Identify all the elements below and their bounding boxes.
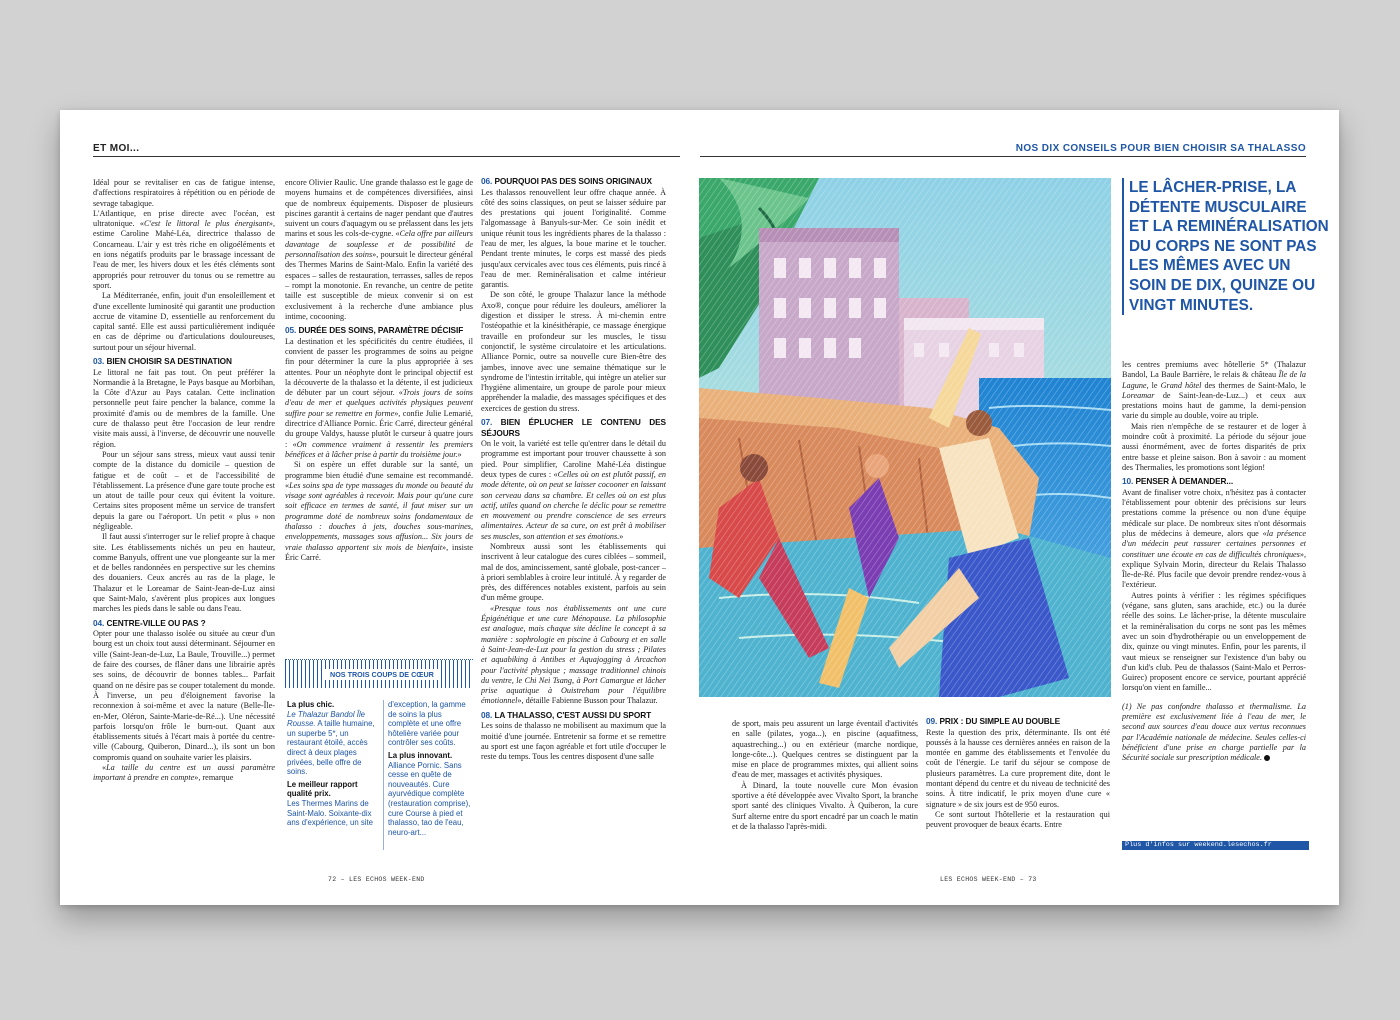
paragraph: L'Atlantique, en prise directe avec l'océan, est ultratonique. «C'est le littoral le plus énergisant», estime Caroline Mahé-Léa, directrice thalasso de Concarneau. L'air y est très riche en oligoéléments et en ions négatifs produits par le brassage incessant de l'eau de mer, les hivers doux et les étés cléments sont appropriés pour retrouver du tonus ou se remettre au sport. [93,208,275,290]
paragraph: La Méditerranée, enfin, jouit d'un ensoleillement et d'une excellente luminosité qui garantit une production accrue de vitamine D, essentielle au renforcement du capital santé. Elle est aussi particulièrement indiquée en cas de déprime ou d'articulations douloureuses, surtout pour un séjour hivernal. [93,291,275,352]
paragraph: les centres premiums avec hôtellerie 5* (Thalazur Bandol, La Baule Barrière, le relais & château Île de la Lagune, le Grand hôtel des thermes de Saint-Malo, le Loreamar de Saint-Jean-de-Luz...) et ceux aux prestations moins haut de gamme, la demi-pension varie du simple au double, voire au triple. [1122,360,1306,421]
paragraph: «La taille du centre est un aussi paramètre important à prendre en compte», remarque [93,763,275,783]
favorite-heading: La plus innovant. [388,750,453,760]
article-column-4 [732,719,918,854]
running-head-right: NOS DIX CONSEILS POUR BIEN CHOISIR SA THALASSO [1015,143,1306,154]
section-heading-09: 09. PRIX : DU SIMPLE AU DOUBLE [926,716,1061,726]
paragraph: Opter pour une thalasso isolée ou située au cœur d'un bourg est un choix tout aussi déterminant. Séjourner en ville (Saint-Jean-de-Luz, La Baule, Trouville...) permet de faire des courses, de flâner dans une librairie après ses soins, de découvrir de bonnes tables... Parfait quand on ne désire pas se couper totalement du monde. À l'inverse, un peu d'éloignement favorise la reconnexion à soi-même et avec la nature (Belle-Île-en-Mer, Oléron, Sainte-Marie-de-Ré...). Une nécessité parfois lorsqu'on frôle le burn-out. Quant aux établissements situés à l'écart mais à portée du centre-ville (Cabourg, Quiberon, Dinard...), ils sont un bon compromis quand on souhaite varier les plaisirs. [93,629,275,762]
footnote: (1) Ne pas confondre thalasso et thermalisme. La première est exclusivement liée à l'eau de mer, le second aux sources d'eau douce aux vertus reconnues par l'Académie nationale de médecine. Seules celles-ci bénéficient d'une prise en charge partielle par la Sécurité sociale sur prescription médicale. [1122,701,1306,763]
page-number-right: LES ECHOS WEEK-END – 73 [940,876,1037,883]
end-mark-icon [1264,755,1270,761]
box-column-2: d'exception, la gamme de soins la plus complète et une offre hôtelière variée pour contrôler ses coûts. La plus innovant. Alliance Pornic. Sans cesse en quête de nouveautés. Cure ayurvédique complète (restauration comprise), cure Course à pied et thalasso, tao de l'eau, neuro-art... [383,700,472,850]
box-title-band [285,660,473,688]
paragraph: Nombreux aussi sont les établissements qui inscrivent à leur catalogue des cures ciblées – sommeil, mal de dos, amincissement, santé globale, post-cancer – à priori semblables à croire leur intitulé. À y regarder de près, des différences notables existent, parfois au sein d'un même groupe. [481,542,666,603]
paragraph: De son côté, le groupe Thalazur lance la méthode Axo®, conçue pour réduire les douleurs, améliorer la digestion et dissiper le stress. À mi-chemin entre l'ostéopathie et la kinésithérapie, ce massage énergique travaille en profondeur sur les muscles, le tissu conjonctif, le système circulatoire et les articulations. Alliance Pornic, outre sa nouvelle cure Bien-être des jambes, innove avec une semaine thématique sur le syndrome de l'intestin irritable, qui intègre un atelier sur l'hygiène alimentaire, un groupe de parole pour mieux appréhender la maladie, des massages spécifiques et des exercices de gestion du stress. [481,290,666,413]
running-head-left: ET MOI... [93,143,140,154]
paragraph: Autres points à vérifier : les régimes spécifiques (végane, sans gluten, sans arachide, etc.) ou la durée réelle des soins. Le lâcher-prise, la détente musculaire et la reminéralisation du corps ne sont pas les mêmes avec un soin d'hydrothérapie ou un enveloppement de dix, quinze ou vingt minutes. Enfin, pour les parents, il vaut mieux se renseigner sur l'existence d'un baby ou d'un kid's club. Peu de thalassos (Saint-Malo et Perros-Guirec) proposent encore ce service, pourtant apprécié lorsqu'on vient en famille... [1122,590,1306,693]
favorite-heading: Le meilleur rapport qualité prix. [287,779,358,799]
paragraph: On le voit, la variété est telle qu'entrer dans le détail du programme est important pour trouver chaussette à son pied. Pour simplifier, Caroline Mahé-Léa distingue deux types de cures : «Celles où on est plutôt passif, en mode détente, où on peut se laisser cocooner en laissant son cerveau dans sa chambre. Et celles où on est plus actif, utiles quand on cherche le déclic pour se remettre en mouvement ou prendre conscience de ses erreurs alimentaires. Acteur de sa cure, on est prêt à mobiliser ses muscles, son attention et ses émotions.» [481,439,666,541]
header-rule-left [93,156,680,157]
illustration-thalasso-yoga [699,178,1111,697]
paragraph: de sport, mais peu assurent un large éventail d'activités en salle (pilates, yoga...), en piscine (aquafitness, aquastreching...) ou en extérieur (marche nordique, longe-côte...). Quelques centres se distinguent par la mise en place de programmes mixtes, qui allient soins d'eau de mer, massages et activités physiques. [732,719,918,780]
paragraph: Si on espère un effet durable sur la santé, un programme bien étudié d'une semaine est recommandé. «Les soins spa de type massages du monde ou beauté du visage sont agréables à recevoir. Mais pour qu'une cure soit efficace en termes de santé, il faut miser sur un programme doté de nombreux soins fondamentaux de thalasso : douches à jets, douches sous-marines, enveloppements, massages sous affusion... Six jours de vraie thalasso apportent six mois de bienfait», insiste Éric Carré. [285,460,473,562]
section-heading-10: 10. PENSER À DEMANDER... [1122,476,1234,487]
favorites-box [285,659,473,852]
section-heading-05: 05. DURÉE DES SOINS, PARAMÈTRE DÉCISIF [285,325,464,336]
paragraph: Les soins de thalasso ne mobilisent au maximum que la moitié d'une journée. Entretenir sa forme et se remettre au sport est une façon agréable et fort utile d'occuper le reste du temps. Tous les centres disposent d'une salle [481,721,666,762]
section-heading-07: 07. BIEN ÉPLUCHER LE CONTENU DES SÉJOURS [481,417,666,438]
section-heading-03: 03. BIEN CHOISIR SA DESTINATION [93,356,232,367]
magazine-spread [60,110,1339,905]
box-title: NOS TROIS COUPS DE CŒUR [325,669,439,680]
paragraph: «Presque tous nos établissements ont une cure Épigénétique et une cure Ménopause. La philosophie est analogue, mais chaque site décline le concept à sa manière : sophrologie en piscine à Cabourg et en salle à Saint-Jean-de-Luz pour la gestion du stress ; Pilates et aquabiking à Antibes et Aquajogging à Arcachon pour l'activité physique ; massage traditionnel chinois du ventre, le Chi Nei Tsang, à Port Camargue et lâcher prise aquatique à Ouistreham pour l'équilibre émotionnel», détaille Fabienne Busson pour Thalazur. [481,603,666,706]
paragraph: encore Olivier Raulic. Une grande thalasso est le gage de moyens humains et de compétences diversifiées, ainsi que de nombreux équipements. Disposer de plusieurs piscines garantit à certains de nager pendant que d'autres suivent un cours d'aquagym ou se prélassent dans les jets marins et sous les cols-de-cygne. «Cela offre par ailleurs davantage de souplesse et de possibilité de personnalisation des soins», poursuit le directeur général des Thermes Marins de Saint-Malo. Enfin la variété des espaces – salles de restauration, terrasses, salles de repos – rompt la monotonie. En revanche, un centre de petite taille est susceptible de mieux convenir si on est exclusivement à la recherche d'une ambiance plus intime, cocooning. [285,178,473,321]
paragraph: Mais rien n'empêche de se restaurer et de loger à moindre coût à proximité. La période du séjour joue aussi énormément, avec de fortes disparités de prix entre basse et pleine saison. Bon à savoir : au moment des Thermalies, les promotions sont légion! [1122,421,1306,472]
article-column-5 [926,716,1110,854]
paragraph: Reste la question des prix, déterminante. Ils ont été poussés à la hausse ces dernières années en raison de la montée en gamme des établissements et l'envolée du coût de l'énergie. Le tarif du séjour se compose de plusieurs paramètres. La cure proprement dite, dont le montant dépend du centre et du niveau de technicité des soins. À titre indicatif, le prix moyen d'une cure « signature » de six jours est de 950 euros. [926,727,1110,809]
paragraph: Idéal pour se revitaliser en cas de fatigue intense, d'affections respiratoires à répétition ou en période de sevrage tabagique. [93,178,275,208]
paragraph: Pour un séjour sans stress, mieux vaut aussi tenir compte de la distance du domicile – question de fatigue et de coût – et de l'accessibilité de l'établissement. La présence d'une gare toute proche est un atout de taille pour ceux qui évitent la voiture. Certains sites proposent même un service de transfert depuis la gare ou l'aéroport. Un petit « plus » non négligeable. [93,449,275,531]
page-number-left: 72 – LES ECHOS WEEK-END [328,876,425,883]
box-column-1: La plus chic. Le Thalazur Bandol Île Rousse. A taille humaine, un superbe 5*, un restaurant étoilé, accès direct à deux plages privées, belle offre de soins. Le meilleur rapport qualité prix. Les Thermes Marins de Saint-Malo. Soixante-dix ans d'expérience, un site [287,700,375,828]
paragraph: Les thalassos renouvellent leur offre chaque année. À côté des soins classiques, on peut se laisser séduire par des prestations qui jouent l'originalité. Comme l'algomassage à Banyuls-sur-Mer. Ce soin inédit et unique réunit tous les ingrédients phares de la thalasso : l'eau de mer, les algues, la boue marine et le toucher. Pendant trente minutes, le corps est massé des pieds jusqu'aux cervicales avec tous ces éléments, puis rincé à l'eau de mer. Reminéralisation et calme intérieur garantis. [481,187,666,290]
favorite-heading: La plus chic. [287,700,335,709]
more-info-link[interactable]: Plus d'infos sur weekend.lesechos.fr [1122,841,1309,850]
section-heading-06: 06. POURQUOI PAS DES SOINS ORIGINAUX [481,176,652,186]
paragraph: À Dinard, la toute nouvelle cure Mon évasion sportive a été développée avec Vivalto Sport, la branche sport santé des cliniques Vivalto. À Quiberon, la cure Surf alterne entre du sport encadré par un coach le matin et de la thalasso l'après-midi. [732,780,918,831]
article-column-2 [285,178,473,656]
paragraph: Il faut aussi s'interroger sur le relief propre à chaque site. Les établissements nichés un peu en hauteur, comme Banyuls, offrent une vue plongeante sur la mer et de belles randonnées en perspective sur les chemins des douaniers. Ceux ancrés au ras de la plage, le Thalazur et le Loreamar de Saint-Jean-de-Luz ainsi que Saint-Malo, s'avèrent plus propices aux longues marches les pieds dans le sable ou dans l'eau. [93,532,275,614]
article-column-1 [93,178,275,858]
paragraph: Le littoral ne fait pas tout. On peut préférer la Normandie à la Bretagne, le Pays basque au Morbihan, la Côte d'Azur au Pays catalan. Cette inclination personnelle peut faire pencher la balance, comme la proximité d'amis ou de membres de la famille. Une cure de thalasso peut être l'occasion de leur rendre visite mais aussi, à l'inverse, de découvrir une nouvelle région. [93,367,275,449]
section-heading-04: 04. CENTRE-VILLE OU PAS ? [93,617,206,628]
pull-quote: LE LÂCHER-PRISE, LA DÉTENTE MUSCULAIRE ET LA REMINÉRALISATION DU CORPS NE SONT PAS LES MÊMES AVEC UN SOIN DE DIX, QUINZE OU VINGT MINUTES. [1122,178,1329,315]
article-column-3 [481,176,666,854]
header-rule-right [700,156,1306,157]
paragraph: Ce sont surtout l'hôtellerie et la restauration qui peuvent provoquer de beaux écarts. Entre [926,809,1110,830]
section-heading-08: 08. LA THALASSO, C'EST AUSSI DU SPORT [481,709,652,720]
article-column-6 [1122,360,1306,838]
paragraph: Avant de finaliser votre choix, n'hésitez pas à contacter l'établissement pour obtenir des précisions sur leurs prestations comme la présence ou non d'une équipe médicale sur place. De nombreux sites n'ont désormais plus de médecins à demeure, alors que «la présence d'un médecin peut rassurer certaines personnes et constituer une écoute en cas de difficultés chroniques», explique Sylvain Morin, directeur du Relais Thalasso Île-de-Ré. Plus facile que devoir prendre rendez-vous à l'extérieur. [1122,487,1306,590]
paragraph: La destination et les spécificités du centre étudiées, il convient de passer les programmes de soins au peigne fin pour déterminer la cure la plus appropriée à ses attentes. Pour un néophyte dont le principal objectif est la découverte de la thalasso et la détente, il est judicieux de débuter par un court séjour. «Trois jours de soins d'eau de mer et quelques activités physiques peuvent suffire pour se remettre en forme», confie Julie Lemarié, directrice d'Alliance Pornic. Éric Carré, directeur général du groupe Valdys, hausse plutôt le curseur à quatre jours : «On commence vraiment à ressentir les premiers bénéfices et à lâcher prise à partir du troisième jour.» [285,336,473,459]
